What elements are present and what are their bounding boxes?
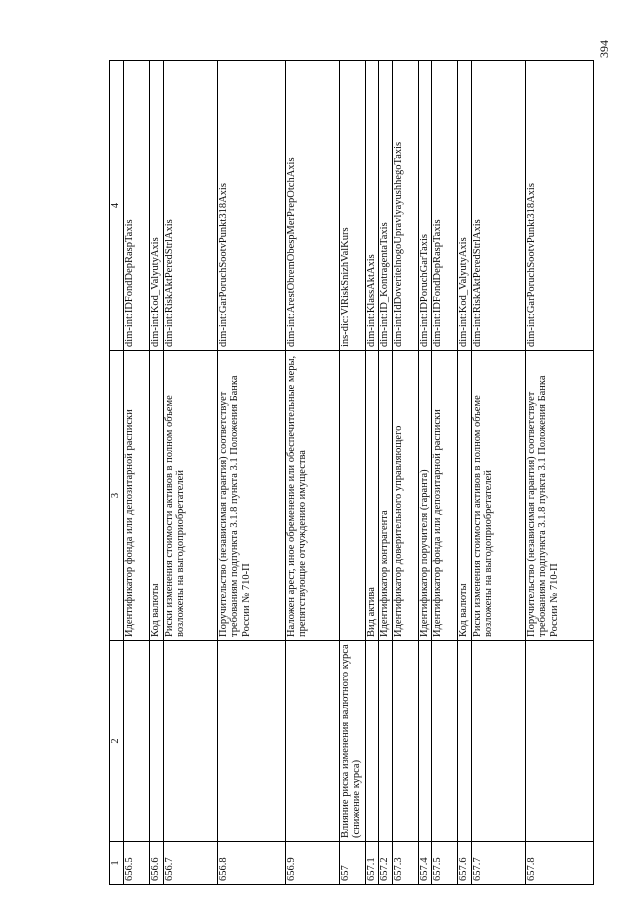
table-row bbox=[124, 61, 150, 885]
table-cell-col-1: 657.8 bbox=[525, 842, 593, 885]
header-cell-1: 1 bbox=[110, 842, 124, 885]
rotated-table-wrapper bbox=[109, 61, 594, 885]
table-cell-col-3: Поручительство (независимая гарантия) соответствует требованиям подпункта 3.1.8 пункта 3.1 Положения Банка России № 710-П bbox=[217, 351, 285, 641]
table-cell-col-4: dim-int:ArestObremObespMerPrepOtchAxis bbox=[285, 61, 339, 351]
header-cell-4: 4 bbox=[110, 61, 124, 351]
table-row bbox=[458, 61, 472, 885]
table-cell-col-2 bbox=[471, 641, 525, 842]
table-cell-col-4: dim-int:IdDoveritelnogoUpravlyayushhegoTaxis bbox=[392, 61, 418, 351]
table-cell-col-1: 656.6 bbox=[150, 842, 164, 885]
table-cell-col-3: Идентификатор контрагента bbox=[379, 351, 393, 641]
table-row bbox=[418, 61, 432, 885]
table-cell-col-1: 656.5 bbox=[124, 842, 150, 885]
table-cell-col-1: 657.1 bbox=[365, 842, 379, 885]
table-cell-col-2: Влияние риска изменения валютного курса (снижение курса) bbox=[339, 641, 365, 842]
table-cell-col-1: 657.4 bbox=[418, 842, 432, 885]
table-row bbox=[150, 61, 164, 885]
table-cell-col-2 bbox=[285, 641, 339, 842]
table-row bbox=[432, 61, 458, 885]
table-row bbox=[217, 61, 285, 885]
table-row bbox=[392, 61, 418, 885]
table-cell-col-4: dim-int:Kod_ValyutyAxis bbox=[458, 61, 472, 351]
table-cell-col-3: Риски изменения стоимости активов в полном объеме возложены на выгодоприобретателей bbox=[471, 351, 525, 641]
table-cell-col-2 bbox=[379, 641, 393, 842]
table-cell-col-1: 656.7 bbox=[163, 842, 217, 885]
table-cell-col-3: Наложен арест, иное обременение или обеспечительные меры, препятствующие отчуждению имущества bbox=[285, 351, 339, 641]
table-cell-col-4: dim-int:GarPoruchSootvPunkt318Axis bbox=[525, 61, 593, 351]
table-cell-col-3 bbox=[339, 351, 365, 641]
header-cell-3: 3 bbox=[110, 351, 124, 641]
table-cell-col-1: 657.3 bbox=[392, 842, 418, 885]
table-cell-col-1: 657.2 bbox=[379, 842, 393, 885]
table-cell-col-3: Риски изменения стоимости активов в полном объеме возложены на выгодоприобретателей bbox=[163, 351, 217, 641]
table-cell-col-3: Код валюты bbox=[458, 351, 472, 641]
table-cell-col-2 bbox=[150, 641, 164, 842]
table-cell-col-2 bbox=[163, 641, 217, 842]
table-cell-col-4: dim-int:RiskAktPeredStrlAxis bbox=[163, 61, 217, 351]
table-cell-col-2 bbox=[365, 641, 379, 842]
table-cell-col-4: dim-int:IDPoruchGarTaxis bbox=[418, 61, 432, 351]
data-table bbox=[109, 60, 594, 885]
table-cell-col-3: Вид актива bbox=[365, 351, 379, 641]
table-cell-col-4: dim-int:IDFondDepRaspTaxis bbox=[124, 61, 150, 351]
table-cell-col-3: Код валюты bbox=[150, 351, 164, 641]
table-cell-col-1: 657.6 bbox=[458, 842, 472, 885]
table-cell-col-2 bbox=[124, 641, 150, 842]
table-row bbox=[379, 61, 393, 885]
table-cell-col-2 bbox=[432, 641, 458, 842]
table-cell-col-1: 656.8 bbox=[217, 842, 285, 885]
table-cell-col-1: 657 bbox=[339, 842, 365, 885]
table-cell-col-4: dim-int:KlassAktAxis bbox=[365, 61, 379, 351]
table-cell-col-2 bbox=[392, 641, 418, 842]
table-row bbox=[339, 61, 365, 885]
table-cell-col-3: Идентификатор поручителя (гаранта) bbox=[418, 351, 432, 641]
table-cell-col-1: 656.9 bbox=[285, 842, 339, 885]
table-cell-col-3: Поручительство (независимая гарантия) соответствует требованиям подпункта 3.1.8 пункта 3.1 Положения Банка России № 710-П bbox=[525, 351, 593, 641]
table-cell-col-4: dim-int:GarPoruchSootvPunkt318Axis bbox=[217, 61, 285, 351]
table-cell-col-2 bbox=[525, 641, 593, 842]
table-cell-col-1: 657.5 bbox=[432, 842, 458, 885]
table-cell-col-3: Идентификатор фонда или депозитарной расписки bbox=[432, 351, 458, 641]
table-cell-col-4: dim-int:ID_KontragentaTaxis bbox=[379, 61, 393, 351]
table-row bbox=[471, 61, 525, 885]
table-cell-col-4: dim-int:IDFondDepRaspTaxis bbox=[432, 61, 458, 351]
table-cell-col-3: Идентификатор фонда или депозитарной расписки bbox=[124, 351, 150, 641]
table-cell-col-3: Идентификатор доверительного управляющего bbox=[392, 351, 418, 641]
table-cell-col-2 bbox=[458, 641, 472, 842]
table-cell-col-4: dim-int:Kod_ValyutyAxis bbox=[150, 61, 164, 351]
table-cell-col-2 bbox=[418, 641, 432, 842]
table-cell-col-2 bbox=[217, 641, 285, 842]
table-row bbox=[163, 61, 217, 885]
table-row bbox=[285, 61, 339, 885]
table-cell-col-4: dim-int:RiskAktPeredStrlAxis bbox=[471, 61, 525, 351]
table-cell-col-4: ins-dic:VlRiskSnizhValKurs bbox=[339, 61, 365, 351]
table-row bbox=[525, 61, 593, 885]
table-row bbox=[365, 61, 379, 885]
header-row bbox=[110, 61, 124, 885]
header-cell-2: 2 bbox=[110, 641, 124, 842]
table-cell-col-1: 657.7 bbox=[471, 842, 525, 885]
page-number: 394 bbox=[597, 40, 611, 58]
